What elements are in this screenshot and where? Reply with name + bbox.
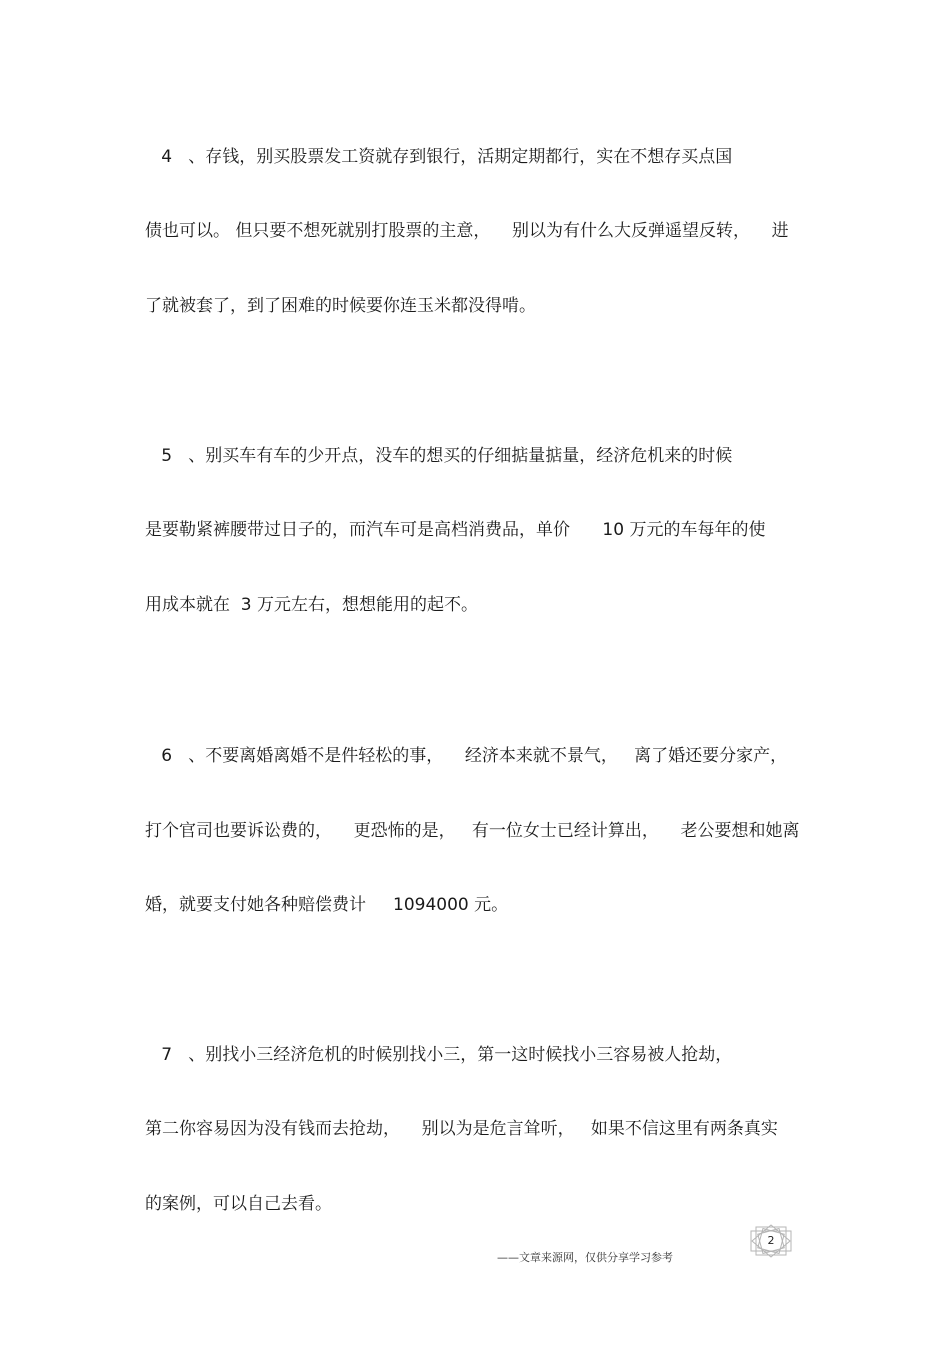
paragraph-4-line-1: 7 、别找小三经济危机的时候别找小三，第一这时候找小三容易被人抢劫，: [145, 1045, 733, 1065]
paragraph-2-line-2: 是要勒紧裤腰带过日子的，而汽车可是高档消费品，单价 10 万元的车每年的使: [145, 520, 766, 540]
paragraph-2-line-3: 用成本就在 3 万元左右，想想能用的起不。: [145, 595, 479, 615]
footer-source-note: ——文章来源网，仅供分享学习参考: [497, 1251, 673, 1264]
paragraph-3-line-2: 打个官司也要诉讼费的， 更恐怖的是， 有一位女士已经计算出， 老公要想和她离: [145, 821, 800, 841]
paragraph-4-line-2: 第二你容易因为没有钱而去抢劫， 别以为是危言耸听， 如果不信这里有两条真实: [145, 1119, 778, 1139]
paragraph-4-line-3: 的案例，可以自己去看。: [145, 1194, 332, 1214]
page-number-badge: [748, 1224, 794, 1258]
paragraph-2-line-1: 5 、别买车有车的少开点，没车的想买的仔细掂量掂量，经济危机来的时候: [145, 446, 733, 466]
paragraph-1-line-3: 了就被套了，到了困难的时候要你连玉米都没得啃。: [145, 296, 536, 316]
page-number: 2: [767, 1234, 775, 1247]
paragraph-3-line-1: 6 、不要离婚离婚不是件轻松的事， 经济本来就不景气， 离了婚还要分家产，: [145, 746, 788, 766]
paragraph-1-line-1: 4 、存钱，别买股票发工资就存到银行，活期定期都行，实在不想存买点国: [145, 147, 733, 167]
paragraph-3-line-3: 婚，就要支付她各种赔偿费计 1094000 元。: [145, 895, 509, 915]
paragraph-1-line-2: 债也可以。 但只要不想死就别打股票的主意， 别以为有什么大反弹遥望反转， 进: [145, 221, 789, 241]
